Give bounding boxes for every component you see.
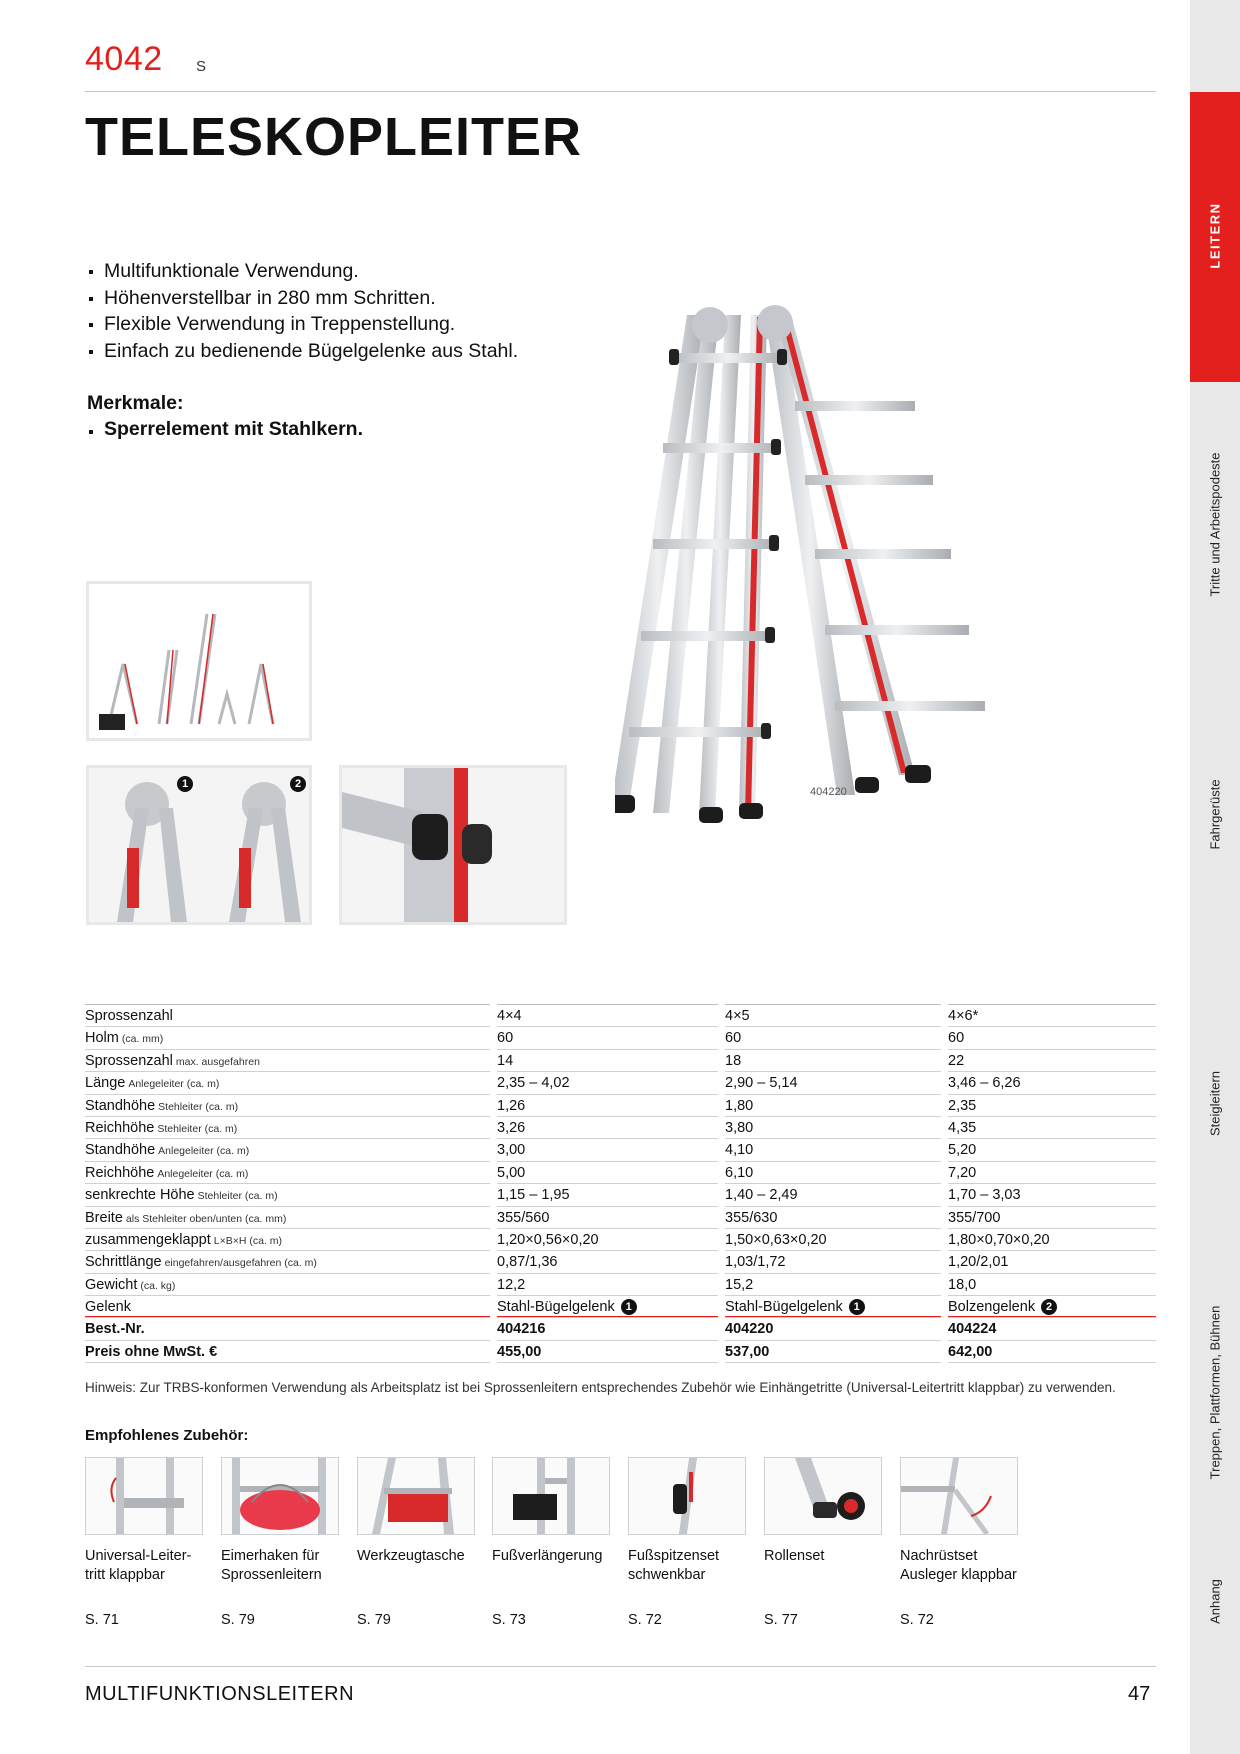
article-suffix: S [196, 58, 207, 75]
spec-label: Sprossenzahl [85, 1004, 490, 1026]
order-number: 404224 [948, 1317, 1156, 1339]
spec-value: 60 [725, 1026, 941, 1048]
spec-value: 5,20 [948, 1138, 1156, 1160]
spec-value: 355/630 [725, 1206, 941, 1228]
spec-value: 3,00 [497, 1138, 718, 1160]
bullet-item: Höhenverstellbar in 280 mm Schritten. [87, 285, 647, 312]
spec-sublabel: Anlegeleiter (ca. m) [128, 1078, 220, 1091]
joint-detail-illustration [89, 768, 309, 922]
spec-sublabel: Stehleiter (ca. m) [197, 1190, 278, 1203]
spec-value: 60 [497, 1026, 718, 1048]
image-article-code: 404220 [810, 786, 847, 798]
accessories-heading: Empfohlenes Zubehör: [85, 1427, 249, 1444]
bullet-item: Einfach zu bedienende Bügelgelenke aus Stahl. [87, 338, 647, 365]
spec-value: Bolzengelenk [948, 1299, 1036, 1316]
spec-label: Best.-Nr. [85, 1317, 490, 1339]
joint-badge: 1 [621, 1299, 637, 1315]
accessory-image [900, 1457, 1018, 1535]
table-row [85, 1250, 1156, 1272]
spec-col-header: 4×6* [948, 1004, 1156, 1026]
locking-detail-illustration [342, 768, 564, 922]
accessory-name: Fußverlängerung [492, 1548, 603, 1564]
accessory-item[interactable] [900, 1457, 1020, 1628]
joint-types-image [86, 765, 312, 925]
spec-label: Gewicht [85, 1276, 138, 1293]
spec-value: 1,80 [725, 1094, 941, 1116]
table-row [85, 1206, 1156, 1228]
ladder-positions-illustration [89, 584, 309, 738]
accessory-page: S. 79 [221, 1612, 255, 1628]
joint-badge: 1 [849, 1299, 865, 1315]
spec-value: 18,0 [948, 1273, 1156, 1295]
order-number-row [85, 1317, 1156, 1339]
article-number: 4042 [85, 40, 163, 78]
accessory-page: S. 72 [900, 1612, 934, 1628]
spec-value: 1,15 – 1,95 [497, 1183, 718, 1205]
spec-sublabel: Stehleiter (ca. m) [158, 1100, 239, 1113]
spec-value: 1,20×0,56×0,20 [497, 1228, 718, 1250]
features-list [87, 418, 363, 441]
spec-value: 3,46 – 6,26 [948, 1071, 1156, 1093]
spec-value: 5,00 [497, 1161, 718, 1183]
spec-value: 3,80 [725, 1116, 941, 1138]
page-title: TELESKOPLEITER [85, 107, 583, 167]
spec-value: 1,50×0,63×0,20 [725, 1228, 941, 1250]
spec-value: 1,80×0,70×0,20 [948, 1228, 1156, 1250]
table-row [85, 1228, 1156, 1250]
spec-value: 1,70 – 3,03 [948, 1183, 1156, 1205]
sidebar-item-treppen[interactable]: Treppen, Plattformen, Bühnen [1207, 1305, 1223, 1480]
accessory-image [221, 1457, 339, 1535]
spec-label: Standhöhe [85, 1097, 156, 1114]
feature-item: Sperrelement mit Stahlkern. [87, 418, 363, 441]
page-number: 47 [1128, 1683, 1151, 1705]
spec-label: Länge [85, 1075, 126, 1092]
spec-label: Schrittlänge [85, 1254, 162, 1271]
spec-label: Reichhöhe [85, 1164, 155, 1181]
table-row [85, 1138, 1156, 1160]
locking-element-image [339, 765, 567, 925]
sidebar-item-anhang[interactable]: Anhang [1207, 1579, 1223, 1624]
accessory-page: S. 71 [85, 1612, 119, 1628]
usage-note: Hinweis: Zur TRBS-konformen Verwendung als Arbeitsplatz ist bei Sprossenleitern entsprechendes Zubehör wie Einhängetritte (Universal-Leitertritt klappbar) zu verwenden. [85, 1380, 1116, 1395]
accessory-name: Fußspitzenset schwenkbar [628, 1548, 720, 1583]
spec-sublabel: Anlegeleiter (ca. m) [157, 1167, 249, 1180]
spec-sublabel: (ca. kg) [140, 1279, 176, 1292]
accessory-item[interactable] [357, 1457, 477, 1628]
spec-value: 1,26 [497, 1094, 718, 1116]
table-row [85, 1183, 1156, 1205]
spec-value: 6,10 [725, 1161, 941, 1183]
spec-value: 355/560 [497, 1206, 718, 1228]
accessory-item[interactable] [221, 1457, 341, 1628]
spec-value: 18 [725, 1049, 941, 1071]
table-row [85, 1026, 1156, 1048]
spec-sublabel: L×B×H (ca. m) [213, 1234, 283, 1247]
spec-label: zusammengeklappt [85, 1231, 211, 1248]
bullet-list [87, 258, 647, 364]
footer-section-title: MULTIFUNKTIONSLEITERN [85, 1683, 355, 1705]
spec-label: Holm [85, 1030, 119, 1047]
spec-label: Breite [85, 1209, 123, 1226]
accessory-page: S. 79 [357, 1612, 391, 1628]
spec-value: 1,40 – 2,49 [725, 1183, 941, 1205]
sidebar-item-fahrgerueste[interactable]: Fahrgerüste [1207, 779, 1223, 850]
spec-label: Reichhöhe [85, 1119, 155, 1136]
sidebar-item-tritte[interactable]: Tritte und Arbeitspodeste [1207, 452, 1223, 597]
spec-value: 2,90 – 5,14 [725, 1071, 941, 1093]
spec-value: 15,2 [725, 1273, 941, 1295]
usage-positions-image [86, 581, 312, 741]
spec-value: 2,35 – 4,02 [497, 1071, 718, 1093]
price-row [85, 1340, 1156, 1362]
order-number: 404220 [725, 1317, 941, 1339]
table-row [85, 1049, 1156, 1071]
order-number: 404216 [497, 1317, 718, 1339]
accessory-image [764, 1457, 882, 1535]
spec-value: 14 [497, 1049, 718, 1071]
spec-label: Standhöhe [85, 1142, 156, 1159]
price: 537,00 [725, 1340, 941, 1363]
accessory-image [492, 1457, 610, 1535]
spec-value: Stahl-Bügelgelenk [725, 1299, 843, 1316]
accessory-image [357, 1457, 475, 1535]
features-heading: Merkmale: [87, 392, 184, 414]
spec-label: Gelenk [85, 1295, 490, 1318]
accessory-item[interactable] [764, 1457, 884, 1628]
spec-value: 1,03/1,72 [725, 1250, 941, 1272]
price: 455,00 [497, 1340, 718, 1363]
spec-value: 7,20 [948, 1161, 1156, 1183]
spec-sublabel: eingefahren/ausgefahren (ca. m) [164, 1257, 317, 1270]
accessory-item[interactable] [628, 1457, 748, 1628]
spec-value: 12,2 [497, 1273, 718, 1295]
accessory-name: Universal-Leiter- tritt klappbar [85, 1548, 192, 1583]
bullet-item: Multifunktionale Verwendung. [87, 258, 647, 285]
spec-sublabel: max. ausgefahren [175, 1055, 260, 1068]
spec-value: 4,10 [725, 1138, 941, 1160]
accessory-name: Eimerhaken für Sprossenleitern [221, 1548, 322, 1583]
spec-value: Stahl-Bügelgelenk [497, 1299, 615, 1316]
joint-badge: 2 [1041, 1299, 1057, 1315]
header-divider [85, 91, 1156, 92]
spec-value: 22 [948, 1049, 1156, 1071]
accessory-name: Rollenset [764, 1548, 825, 1564]
spec-col-header: 4×4 [497, 1004, 718, 1026]
spec-value: 0,87/1,36 [497, 1250, 718, 1272]
accessory-item[interactable] [492, 1457, 612, 1628]
spec-header-row [85, 1004, 1156, 1026]
table-row [85, 1071, 1156, 1093]
accessory-item[interactable] [85, 1457, 205, 1628]
spec-value: 1,20/2,01 [948, 1250, 1156, 1272]
spec-sublabel: Stehleiter (ca. m) [157, 1122, 238, 1135]
table-row [85, 1094, 1156, 1116]
spec-value: 4,35 [948, 1116, 1156, 1138]
spec-label: Preis ohne MwSt. € [85, 1340, 490, 1363]
spec-col-header: 4×5 [725, 1004, 941, 1026]
spec-sublabel: als Stehleiter oben/unten (ca. mm) [125, 1212, 287, 1225]
bullet-item: Flexible Verwendung in Treppenstellung. [87, 311, 647, 338]
spec-value: 2,35 [948, 1094, 1156, 1116]
spec-sublabel: (ca. mm) [121, 1033, 164, 1046]
spec-value: 60 [948, 1026, 1156, 1048]
accessory-image [85, 1457, 203, 1535]
spec-sublabel: Anlegeleiter (ca. m) [158, 1145, 250, 1158]
accessory-name: Nachrüstset Ausleger klappbar [900, 1548, 1017, 1583]
sidebar-item-leitern[interactable]: LEITERN [1207, 202, 1223, 269]
sidebar-item-steigleitern[interactable]: Steigleitern [1207, 1070, 1223, 1137]
table-row [85, 1161, 1156, 1183]
accessory-page: S. 77 [764, 1612, 798, 1628]
joint-badge-1: 1 [177, 776, 193, 792]
footer-divider [85, 1666, 1156, 1667]
joint-badge-2: 2 [290, 776, 306, 792]
spec-table [85, 1004, 1156, 1362]
spec-label: senkrechte Höhe [85, 1187, 195, 1204]
spec-label: Sprossenzahl [85, 1052, 173, 1069]
spec-value: 3,26 [497, 1116, 718, 1138]
table-row [85, 1116, 1156, 1138]
price: 642,00 [948, 1340, 1156, 1363]
table-row [85, 1273, 1156, 1295]
ladder-main-image [615, 295, 1035, 835]
spec-value: 355/700 [948, 1206, 1156, 1228]
accessory-image [628, 1457, 746, 1535]
accessory-name: Werkzeugtasche [357, 1548, 465, 1564]
accessory-page: S. 72 [628, 1612, 662, 1628]
joint-row [85, 1295, 1156, 1317]
accessory-page: S. 73 [492, 1612, 526, 1628]
